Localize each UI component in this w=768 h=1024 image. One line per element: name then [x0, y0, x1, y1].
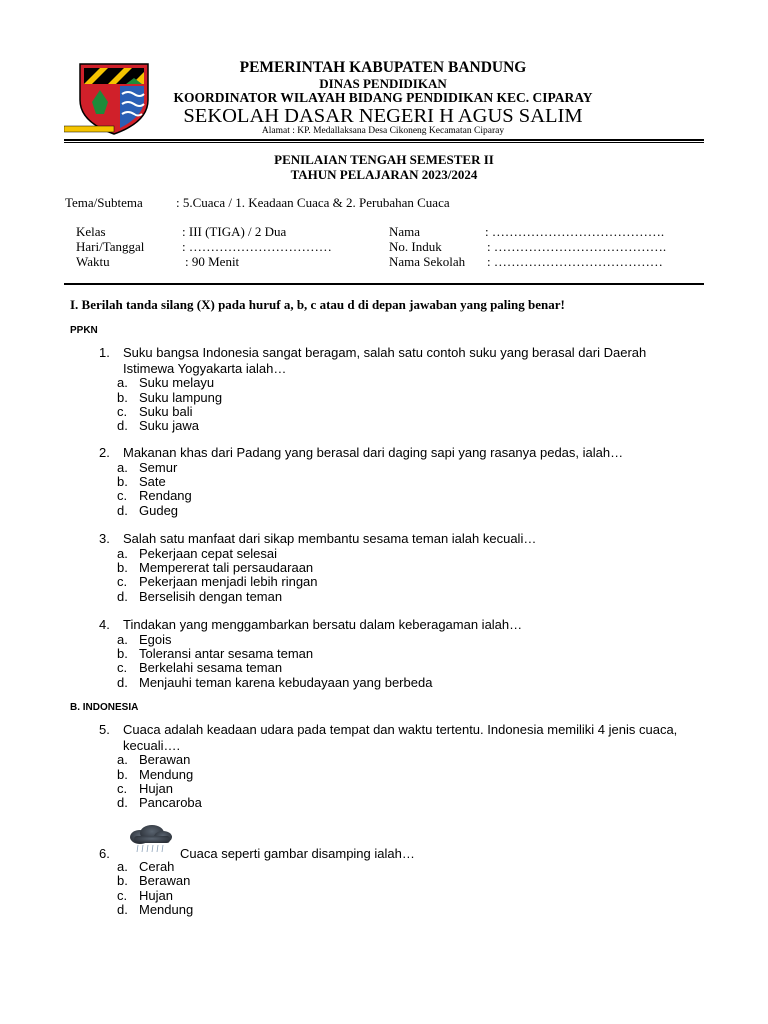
header-divider — [64, 139, 704, 141]
question-6-text: Cuaca seperti gambar disamping ialah… — [180, 846, 415, 861]
option-c[interactable]: c. Hujan — [117, 887, 173, 903]
question-number: 1. — [99, 345, 110, 360]
question-2 — [99, 445, 699, 518]
waktu-label: Waktu — [76, 254, 110, 269]
sekolah-label: Nama Sekolah — [389, 254, 466, 269]
header-department: DINAS PENDIDIKAN — [319, 76, 447, 91]
option-c[interactable]: c. Rendang — [117, 488, 192, 504]
option-b[interactable]: b. Suku lampung — [117, 389, 223, 405]
option-c[interactable]: c. Berkelahi sesama teman — [117, 660, 283, 676]
question-number: 2. — [99, 445, 110, 460]
option-b[interactable]: b. Toleransi antar sesama teman — [117, 645, 314, 661]
hari-value: : …………………………… — [182, 239, 332, 254]
question-number: 4. — [99, 617, 110, 632]
option-d[interactable]: d. Suku jawa — [117, 418, 199, 434]
waktu-value: : 90 Menit — [185, 254, 240, 269]
option-a[interactable]: a. Semur — [117, 459, 178, 475]
option-d[interactable]: d. Menjauhi teman karena kebudayaan yang berbeda — [117, 674, 433, 690]
hari-label: Hari/Tanggal — [76, 239, 145, 254]
header-coordinator: KOORDINATOR WILAYAH BIDANG PENDIDIKAN KEC. CIPARAY — [173, 90, 593, 105]
header-government: PEMERINTAH KABUPATEN BANDUNG — [239, 59, 527, 76]
option-c[interactable]: c. Pekerjaan menjadi lebih ringan — [117, 574, 318, 590]
exam-year: TAHUN PELAJARAN 2023/2024 — [290, 167, 478, 182]
header-divider-thin — [64, 142, 704, 143]
option-b[interactable]: b. Sate — [117, 473, 166, 489]
question-3 — [99, 531, 699, 604]
question-text: Salah satu manfaat dari sikap membantu sesama teman ialah kecuali… — [123, 531, 537, 546]
option-c[interactable]: c. Hujan — [117, 780, 173, 796]
option-d[interactable]: d. Gudeg — [117, 502, 179, 518]
tema-value: : 5.Cuaca / 1. Keadaan Cuaca & 2. Perubahan Cuaca — [176, 195, 450, 210]
option-a[interactable]: a. Cerah — [117, 859, 175, 874]
tema-label: Tema/Subtema — [65, 195, 143, 210]
induk-field[interactable]: : …………………………………. — [487, 239, 667, 254]
info-divider — [64, 283, 704, 285]
option-d[interactable]: d. Mendung — [117, 902, 194, 918]
option-a[interactable]: a. Pekerjaan cepat selesai — [117, 545, 278, 561]
option-d[interactable]: d. Berselisih dengan teman — [117, 588, 283, 604]
question-text: Cuaca adalah keadaan udara pada tempat dan waktu tertentu. Indonesia memiliki 4 jenis cuaca, kecuali…. — [123, 722, 678, 753]
question-number: 3. — [99, 531, 110, 546]
nama-field[interactable]: : …………………………………. — [485, 224, 665, 239]
question-1 — [99, 345, 699, 434]
section-bahasa-indonesia: B. INDONESIA — [70, 702, 139, 713]
question-6 — [99, 860, 699, 918]
option-a[interactable]: a. Suku melayu — [117, 375, 215, 391]
induk-label: No. Induk — [389, 239, 442, 254]
sekolah-field[interactable]: : ………………………………… — [487, 254, 663, 269]
option-c[interactable]: c. Suku bali — [117, 403, 193, 419]
exam-title: PENILAIAN TENGAH SEMESTER II — [274, 152, 494, 167]
option-b[interactable]: b. Mempererat tali persaudaraan — [117, 559, 314, 575]
option-b[interactable]: b. Berawan — [117, 873, 191, 889]
kelas-value: : III (TIGA) / 2 Dua — [182, 224, 287, 239]
school-address: Alamat : KP. Medallaksana Desa Cikoneng Kecamatan Ciparay — [261, 126, 505, 136]
kelas-label: Kelas — [76, 224, 106, 239]
option-d[interactable]: d. Pancaroba — [117, 795, 202, 811]
question-number: 5. — [99, 722, 110, 737]
option-a[interactable]: a. Egois — [117, 631, 172, 647]
question-5 — [99, 722, 699, 811]
option-b[interactable]: b. Mendung — [117, 766, 194, 782]
section-ppkn: PPKN — [70, 325, 98, 336]
instruction: I. Berilah tanda silang (X) pada huruf a, b, c atau d di depan jawaban yang paling benar! — [70, 297, 565, 312]
rain-cloud-icon — [126, 824, 174, 854]
bandung-regency-emblem-icon — [64, 62, 150, 136]
question-text: Makanan khas dari Padang yang berasal dari daging sapi yang rasanya pedas, ialah… — [123, 445, 624, 460]
option-a[interactable]: a. Berawan — [117, 752, 191, 768]
question-text: Suku bangsa Indonesia sangat beragam, salah satu contoh suku yang berasal dari Daerah Istimewa Yogyakarta ialah… — [123, 345, 647, 376]
question-6-number: 6. — [99, 846, 110, 861]
nama-label: Nama — [389, 224, 421, 239]
question-4 — [99, 617, 699, 690]
school-name: SEKOLAH DASAR NEGERI H AGUS SALIM — [183, 105, 583, 127]
question-text: Tindakan yang menggambarkan bersatu dalam keberagaman ialah… — [123, 617, 523, 632]
